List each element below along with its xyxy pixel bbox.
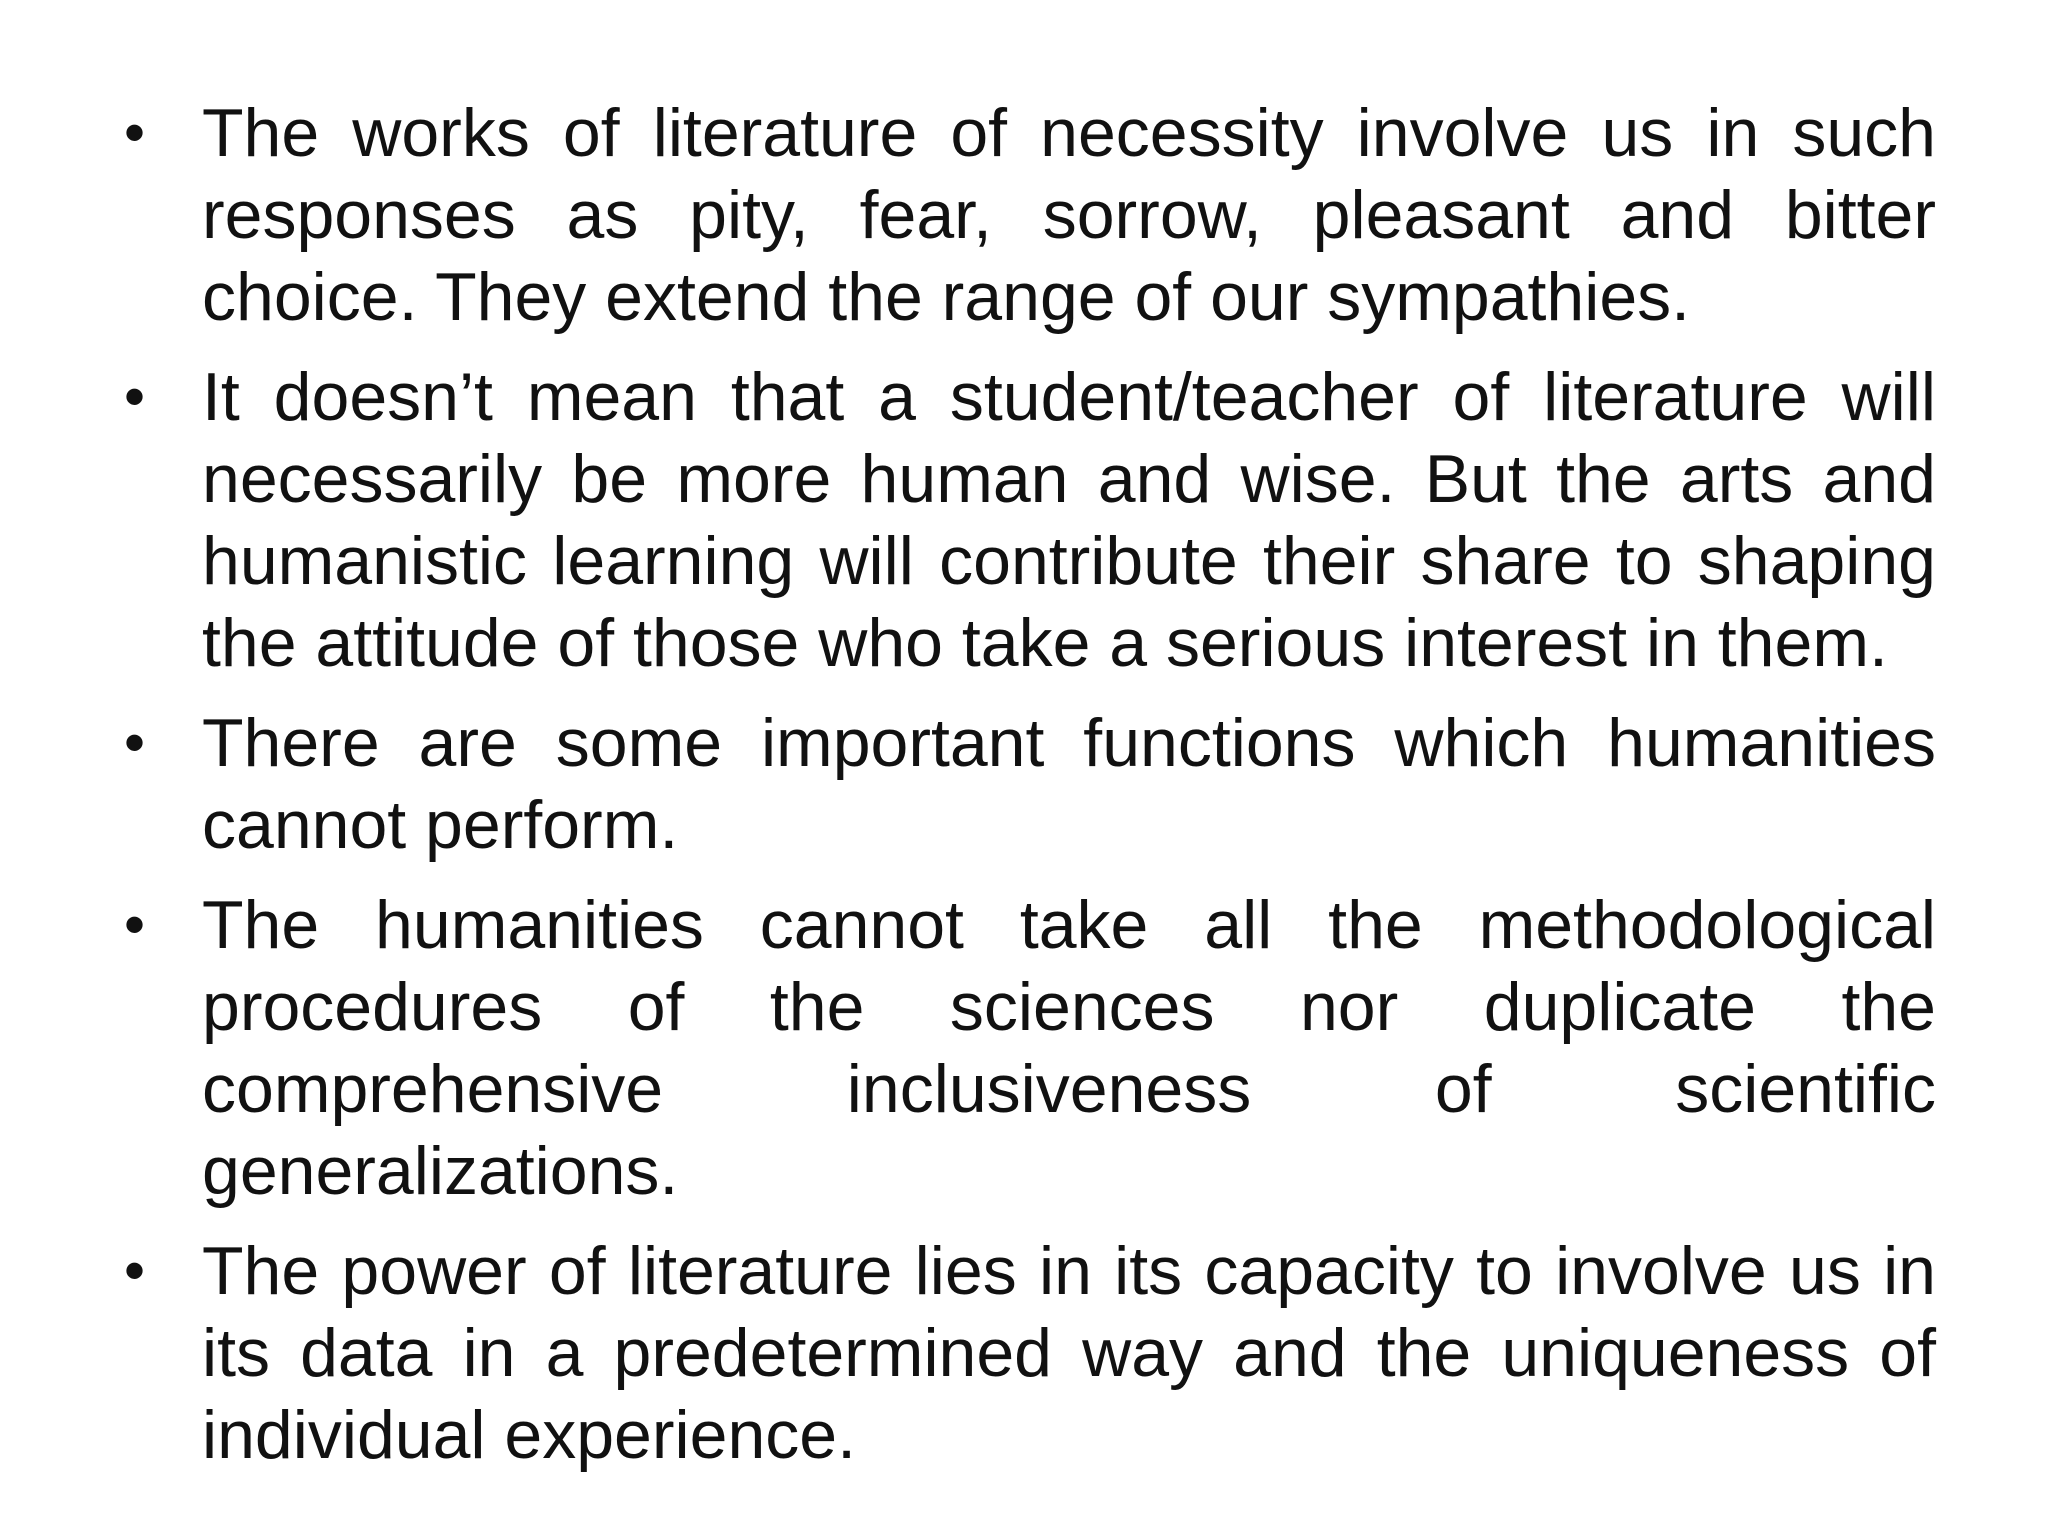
bullet-item bbox=[124, 884, 1936, 1212]
bullet-item bbox=[124, 1230, 1936, 1476]
bullet-item bbox=[124, 356, 1936, 684]
bullet-text: The humanities cannot take all the methodological procedures of the sciences nor duplicate the comprehensive inclusiveness of scientific generalizations. bbox=[202, 887, 1936, 1209]
bullet-list bbox=[124, 92, 1936, 1494]
bullet-item bbox=[124, 702, 1936, 866]
bullet-text: There are some important functions which humanities cannot perform. bbox=[202, 705, 1936, 863]
bullet-item bbox=[124, 92, 1936, 338]
bullet-text: It doesn’t mean that a student/teacher of literature will necessarily be more human and wise. But the arts and humanistic learning will contribute their share to shaping the attitude of those who take a serious interest in them. bbox=[202, 359, 1936, 681]
bullet-icon: • bbox=[124, 891, 146, 958]
bullet-icon: • bbox=[124, 1237, 146, 1304]
bullet-text: The power of literature lies in its capacity to involve us in its data in a predetermined way and the uniqueness of individual experience. bbox=[202, 1233, 1936, 1473]
bullet-icon: • bbox=[124, 99, 146, 166]
bullet-icon: • bbox=[124, 363, 146, 430]
bullet-icon: • bbox=[124, 709, 146, 776]
bullet-text: The works of literature of necessity involve us in such responses as pity, fear, sorrow, pleasant and bitter choice. They extend the range of our sympathies. bbox=[202, 95, 1936, 335]
